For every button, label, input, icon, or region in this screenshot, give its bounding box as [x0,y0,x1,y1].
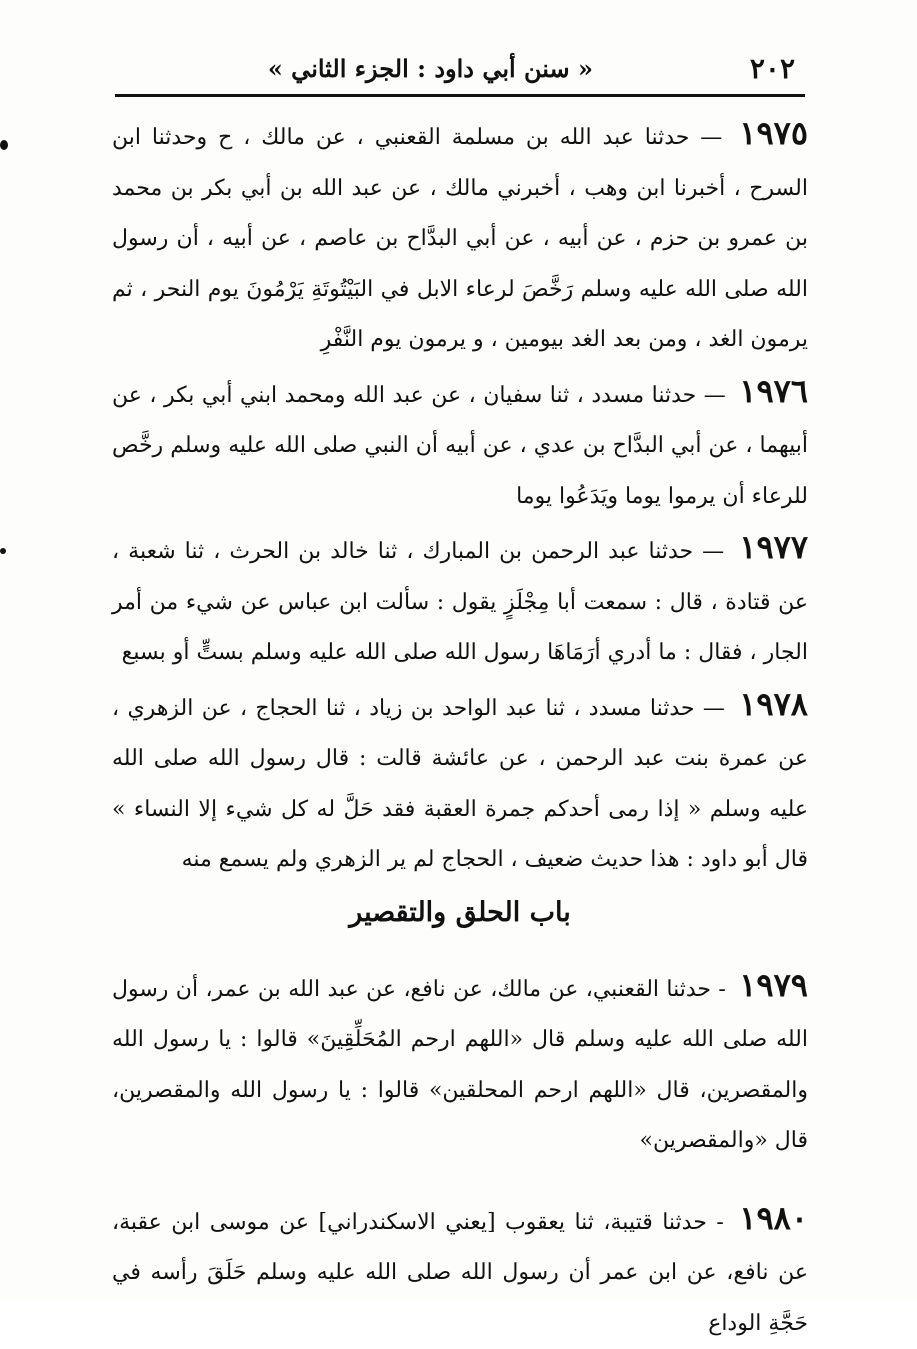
hadith-number: ١٩٧٦ [739,372,808,410]
hadith-text: - حدثنا القعنبي، عن مالك، عن نافع، عن عبد الله بن عمر، أن رسول الله صلى الله عليه وسلم قال «اللهم ارحم المُحَلِّقِينَ» قالوا : يا رسول الله والمقصرين، قال «اللهم ارحم المحلقين» قالوا : يا رسول الله والمقصرين، قال «والمقصرين» [112,977,808,1154]
hadith-number: ١٩٧٨ [739,685,808,723]
header-rule [115,94,805,97]
hadith-text: — حدثنا عبد الله بن مسلمة القعنبي ، عن مالك ، ح وحدثنا ابن السرح ، أخبرنا ابن وهب ، أخبرني مالك ، عن عبد الله بن أبي بكر بن محمد بن عمرو بن حزم ، عن أبيه ، عن أبي البدَّاح بن عاصم ، عن أبيه ، أن رسول الله صلى الله عليه وسلم رَخَّصَ لرعاء الابل في البَيْتُوتَةِ يَرْمُونَ يوم النحر ، ثم يرمون الغد ، ومن بعد الغد بيومين ، و يرمون يوم النَّفْرِ [112,125,808,352]
page-header [115,48,805,94]
hadith-1975 [112,108,808,366]
hadith-1980 [112,1193,808,1349]
page-number: ٢٠٢ [750,52,795,85]
hadith-1976 [112,366,808,523]
hadith-number: ١٩٧٥ [739,114,808,152]
hadith-text: - حدثنا قتيبة، ثنا يعقوب [يعني الاسكندراني] عن موسى ابن عقبة، عن نافع، عن ابن عمر أن رسول الله صلى الله عليه وسلم حَلَقَ رأسه في حَجَّةِ الوداع [112,1210,808,1336]
hadith-text: — حدثنا مسدد ، ثنا سفيان ، عن عبد الله ومحمد ابني أبي بكر ، عن أبيهما ، عن أبي البدَّاح بن عدي ، عن أبيه أن النبي صلى الله عليه وسلم رخَّص للرعاء أن يرموا يوما ويَدَعُوا يوما [112,383,808,509]
hadith-number: ١٩٨٠ [739,1199,808,1237]
hadith-text: — حدثنا عبد الرحمن بن المبارك ، ثنا خالد بن الحرث ، ثنا شعبة ، عن قتادة ، قال : سمعت أبا مِجْلَزٍ يقول : سألت ابن عباس عن شيء من أمر الجار ، فقال : ما أدري أرَمَاهَا رسول الله صلى الله عليه وسلم بستٍّ أو بسبع [112,539,808,665]
hadith-1977 [112,522,808,679]
hadith-1979 [112,960,808,1167]
hadith-number: ١٩٧٧ [739,528,808,566]
chapter-title: باب الحلق والتقصير [112,886,808,940]
running-title: « سنن أبي داود : الجزء الثاني » [268,54,593,83]
margin-mark [0,140,8,150]
margin-mark [0,548,6,554]
hadith-1978 [112,679,808,886]
page-body [112,108,808,1268]
hadith-number: ١٩٧٩ [739,966,808,1004]
hadith-text: — حدثنا مسدد ، ثنا عبد الواحد بن زياد ، ثنا الحجاج ، عن الزهري ، عن عمرة بنت عبد الرحمن ، عن عائشة قالت : قال رسول الله صلى الله عليه وسلم « إذا رمى أحدكم جمرة العقبة فقد حَلَّ له كل شيء إلا النساء » قال أبو داود : هذا حديث ضعيف ، الحجاج لم ير الزهري ولم يسمع منه [112,696,808,873]
